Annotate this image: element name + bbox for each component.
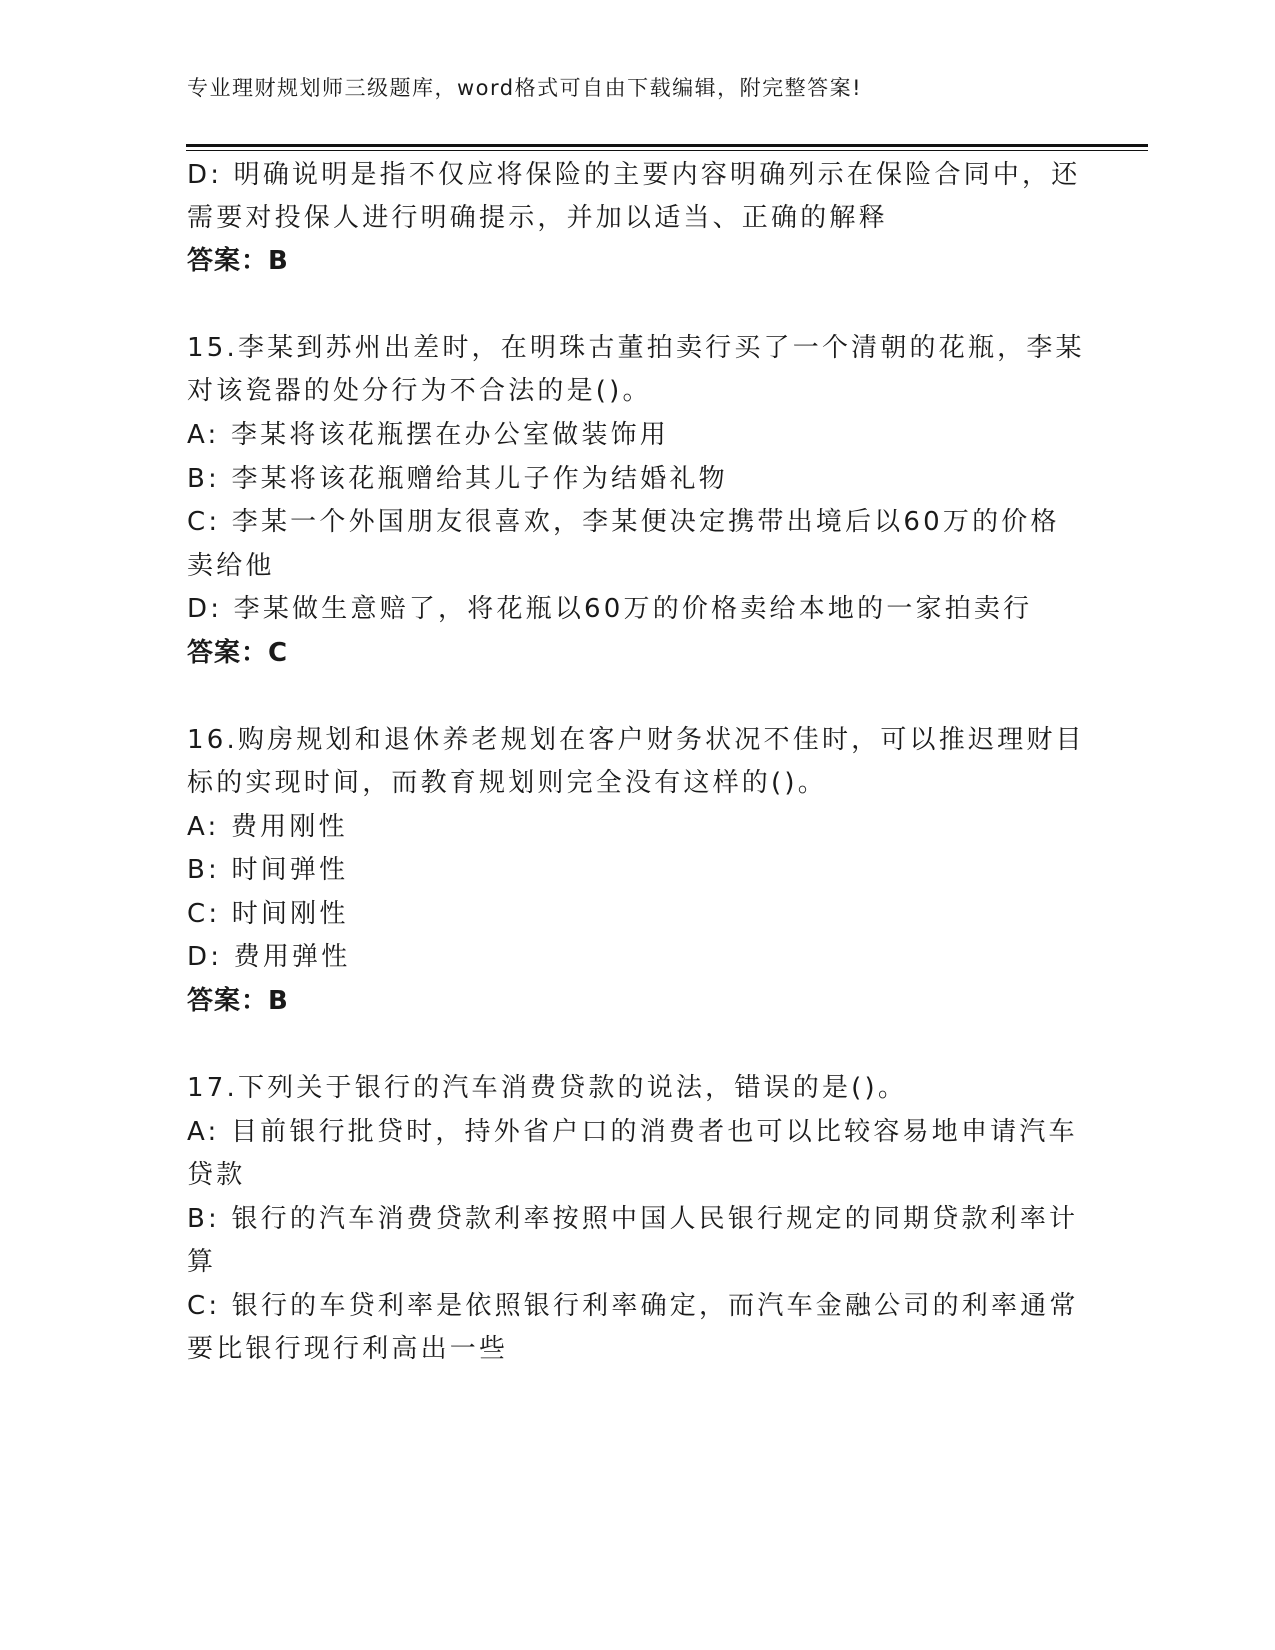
q16-option-d: D: 费用弹性 [187, 942, 351, 972]
prev-option-d-line2: 需要对投保人进行明确提示，并加以适当、正确的解释 [187, 203, 888, 233]
q15-stem-line2: 对该瓷器的处分行为不合法的是()。 [187, 376, 652, 406]
q17-option-a-line2: 贷款 [187, 1160, 246, 1190]
q15-stem-line1: 15.李某到苏州出差时，在明珠古董拍卖行买了一个清朝的花瓶，李某 [187, 333, 1085, 363]
prev-answer: 答案：B [187, 246, 289, 276]
q17-option-b-line1: B: 银行的汽车消费贷款利率按照中国人民银行规定的同期贷款利率计 [187, 1204, 1079, 1234]
q16-stem-line2: 标的实现时间，而教育规划则完全没有这样的()。 [187, 768, 827, 798]
page-header: 专业理财规划师三级题库，word格式可自由下载编辑，附完整答案! [187, 76, 863, 100]
q15-option-c-line2: 卖给他 [187, 551, 275, 581]
q16-option-b: B: 时间弹性 [187, 855, 349, 885]
header-rule-thin [186, 150, 1148, 151]
q15-option-c-line1: C: 李某一个外国朋友很喜欢，李某便决定携带出境后以60万的价格 [187, 507, 1060, 537]
q15-answer: 答案：C [187, 638, 289, 668]
q16-stem-line1: 16.购房规划和退休养老规划在客户财务状况不佳时，可以推迟理财目 [187, 725, 1085, 755]
q15-option-d: D: 李某做生意赔了，将花瓶以60万的价格卖给本地的一家拍卖行 [187, 594, 1033, 624]
q17-option-c-line1: C: 银行的车贷利率是依照银行利率确定，而汽车金融公司的利率通常 [187, 1291, 1079, 1321]
q16-option-c: C: 时间刚性 [187, 899, 349, 929]
q17-option-a-line1: A: 目前银行批贷时，持外省户口的消费者也可以比较容易地申请汽车 [187, 1117, 1078, 1147]
q16-option-a: A: 费用刚性 [187, 812, 348, 842]
q15-option-a: A: 李某将该花瓶摆在办公室做装饰用 [187, 420, 669, 450]
q17-stem-line1: 17.下列关于银行的汽车消费贷款的说法，错误的是()。 [187, 1073, 908, 1103]
prev-option-d-line1: D: 明确说明是指不仅应将保险的主要内容明确列示在保险合同中，还 [187, 160, 1081, 190]
q17-option-c-line2: 要比银行现行利高出一些 [187, 1334, 509, 1364]
q15-option-b: B: 李某将该花瓶赠给其儿子作为结婚礼物 [187, 464, 728, 494]
q17-option-b-line2: 算 [187, 1247, 217, 1277]
q16-answer: 答案：B [187, 986, 289, 1016]
header-rule-thick [186, 144, 1148, 147]
